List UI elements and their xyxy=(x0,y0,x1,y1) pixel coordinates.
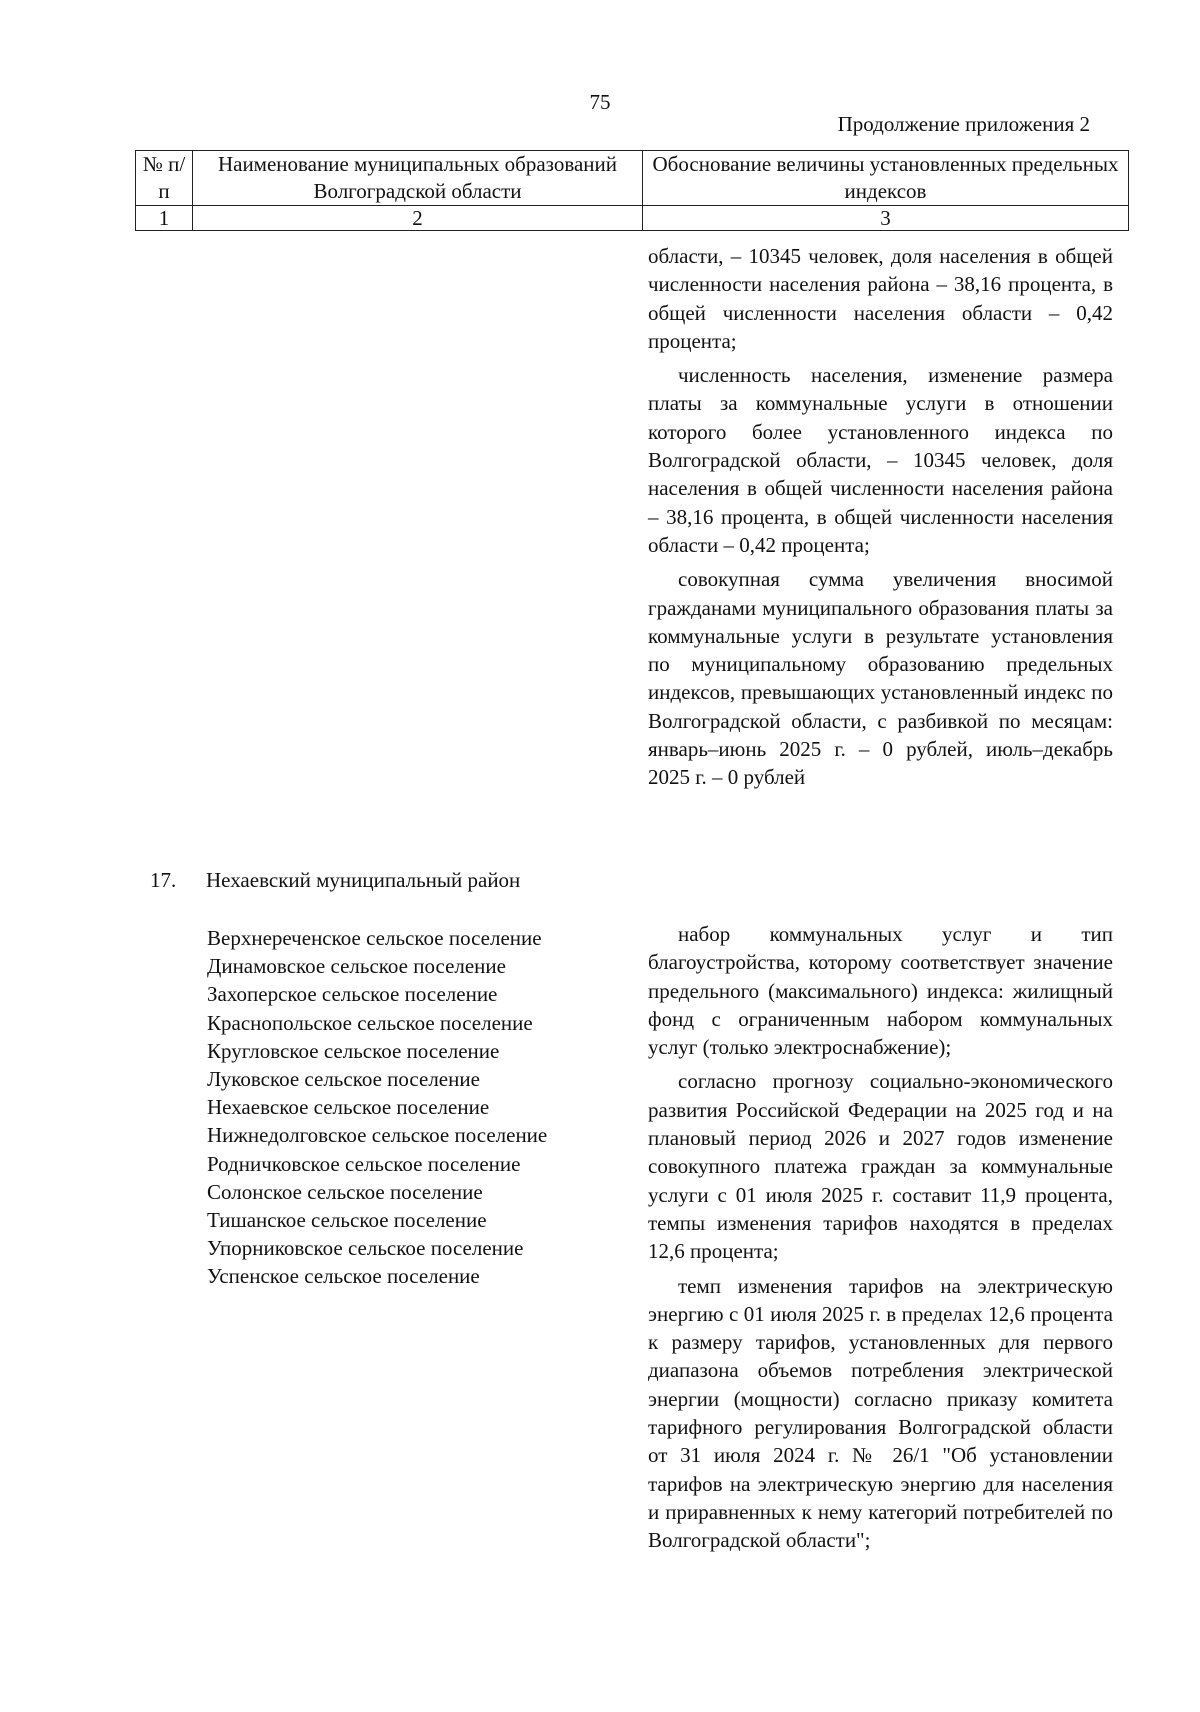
appendix-continuation-label: Продолжение приложения 2 xyxy=(837,112,1090,136)
settlement-item: Луковское сельское поселение xyxy=(207,1067,480,1092)
justification-paragraph: численность населения, изменение размера платы за коммунальные услуги в отношении которого более установленного индекса по Волгоградской области, – 10345 человек, доля населения в общей численности населения района – 38,16 процента, в общей численности населения области – 0,42 процента; xyxy=(648,363,1113,557)
table-column-numbers-row xyxy=(136,206,1129,231)
table-header xyxy=(135,150,1129,231)
settlement-list xyxy=(207,924,627,1291)
header-col-number: № п/п xyxy=(136,151,193,206)
row-number: 17. xyxy=(150,868,177,892)
justification-paragraph: совокупная сумма увеличения вносимой гражданами муниципального образования платы за коммунальные услуги в результате установления по муниципальному образованию предельных индексов, превышающих установленный индекс по Волгоградской области, с разбивкой по месяцам: январь–июнь 2025 г. – 0 рублей, июль–декабрь 2025 г. – 0 рублей xyxy=(648,567,1113,790)
page-number: 75 xyxy=(589,90,611,114)
settlement-item: Захоперское сельское поселение xyxy=(207,982,498,1007)
settlement-item: Верхнереченское сельское поселение xyxy=(207,926,542,950)
justification-paragraph: темп изменения тарифов на электрическую энергию с 01 июля 2025 г. в пределах 12,6 процента к размеру тарифов, установленных для первого диапазона объемов потребления электрической энергии (мощности) согласно приказу комитета тарифного регулирования Волгоградской области от 31 июля 2024 г. № 26/1 "Об установлении тарифов на электрическую энергию для населения и приравненных к нему категорий потребителей по Волгоградской области"; xyxy=(648,1273,1113,1553)
settlement-item: Краснопольское сельское поселение xyxy=(207,1010,533,1035)
settlement-item: Тишанское сельское поселение xyxy=(207,1208,487,1233)
settlement-item: Кругловское сельское поселение xyxy=(207,1038,500,1063)
column-number-3: 3 xyxy=(643,206,1129,231)
settlement-item: Солонское сельское поселение xyxy=(207,1179,483,1204)
settlement-item: Нижнедолговское сельское поселение xyxy=(207,1123,548,1148)
district-justification-block xyxy=(648,920,1113,1561)
district-title: Нехаевский муниципальный район xyxy=(206,868,521,892)
justification-paragraph: области, – 10345 человек, доля населения в общей численности населения района – 38,16 процента, в общей численности населения области – 0,42 процента; xyxy=(648,244,1113,353)
column-number-2: 2 xyxy=(193,206,643,231)
table-header-row xyxy=(136,151,1129,206)
settlement-item: Нехаевское сельское поселение xyxy=(207,1095,490,1120)
header-col-municipality: Наименование муниципальных образований Волгоградской области xyxy=(193,151,643,206)
column-number-1: 1 xyxy=(136,206,193,231)
justification-paragraph: согласно прогнозу социально-экономического развития Российской Федерации на 2025 год и на плановый период 2026 и 2027 годов изменение совокупного платежа граждан за коммунальные услуги с 01 июля 2025 г. составит 11,9 процента, темпы изменения тарифов находятся в пределах 12,6 процента; xyxy=(648,1069,1113,1264)
justification-paragraph: набор коммунальных услуг и тип благоустройства, которому соответствует значение предельного (максимального) индекса: жилищный фонд с ограниченным набором коммунальных услуг (только электроснабжение); xyxy=(648,922,1113,1060)
settlement-item: Динамовское сельское поселение xyxy=(207,954,506,979)
settlement-item: Родничковское сельское поселение xyxy=(207,1151,521,1176)
continued-justification-block xyxy=(648,242,1113,798)
header-col-justification: Обоснование величины установленных предельных индексов xyxy=(643,151,1129,206)
settlement-item: Успенское сельское поселение xyxy=(207,1264,480,1289)
settlement-item: Упорниковское сельское поселение xyxy=(207,1236,524,1261)
